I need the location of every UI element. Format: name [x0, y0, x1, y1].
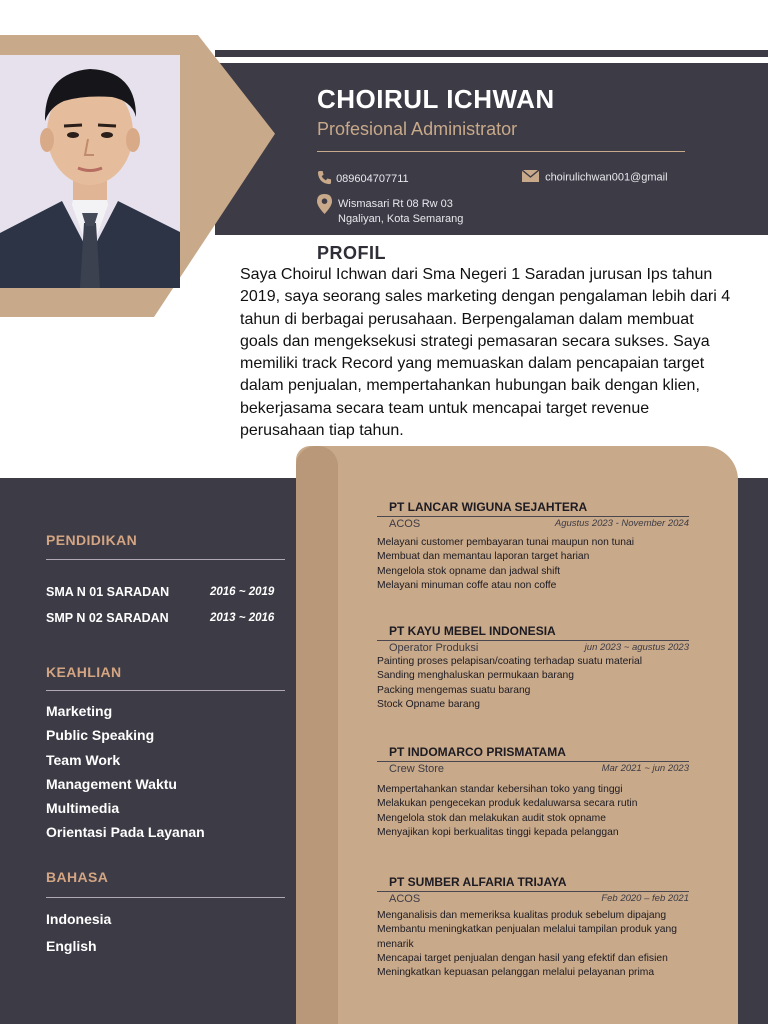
duty-item: Melayani minuman coffe atau non coffe: [377, 579, 557, 591]
email-address: choirulichwan001@gmail: [545, 171, 668, 184]
address-contact: [338, 197, 463, 227]
education-years: 2016 ~ 2019: [210, 586, 275, 598]
duty-item: Menganalisis dan memeriksa kualitas produk sebelum dipajang: [377, 910, 667, 921]
skills-divider: [46, 690, 285, 691]
email-contact: [522, 170, 668, 185]
skills-heading: KEAHLIAN: [46, 664, 122, 680]
education-years: 2013 ~ 2016: [210, 612, 275, 624]
experience-period: Agustus 2023 - November 2024: [554, 518, 689, 529]
languages-heading: BAHASA: [46, 869, 109, 885]
address-line-2: Ngaliyan, Kota Semarang: [338, 213, 464, 225]
profile-heading: PROFIL: [317, 243, 386, 263]
experience-position: ACOS: [389, 893, 421, 905]
education-school: SMA N 01 SARADAN: [46, 585, 170, 599]
duty-item: Mengelola stok dan melakukan audit stok opname: [377, 812, 606, 824]
skill-item: Team Work: [46, 752, 121, 768]
phone-number: 089604707711: [336, 173, 409, 185]
experience-period: Feb 2020 – feb 2021: [601, 893, 689, 904]
skill-item: Multimedia: [46, 800, 120, 816]
experience-company: PT LANCAR WIGUNA SEJAHTERA: [389, 500, 588, 514]
duty-item: Painting proses pelapisan/coating terhadap suatu material: [377, 656, 643, 667]
skill-item: Management Waktu: [46, 776, 177, 792]
experience-period: jun 2023 ~ agustus 2023: [584, 642, 689, 653]
experience-duties: [377, 909, 689, 980]
duty-item: Mempertahankan standar kebersihan toko yang tinggi: [377, 784, 623, 795]
language-item: English: [46, 938, 97, 954]
language-item: Indonesia: [46, 911, 112, 927]
candidate-name: CHOIRUL ICHWAN: [317, 84, 555, 114]
experience-entry: [377, 875, 689, 980]
experience-divider: [377, 640, 689, 641]
header-top-stripe: [215, 50, 768, 57]
skill-item: Marketing: [46, 703, 113, 719]
experience-period: Mar 2021 ~ jun 2023: [601, 763, 689, 774]
experience-divider: [377, 891, 689, 892]
duty-item: Stock Opname barang: [377, 698, 481, 710]
envelope-icon: [522, 170, 542, 185]
phone-contact: [317, 170, 409, 188]
duty-item: Membantu meningkatkan penjualan melalui tampilan produk yang menarik: [377, 924, 677, 950]
experience-entry: [377, 500, 689, 593]
location-icon: [317, 194, 332, 219]
address-line-1: Wismasari Rt 08 Rw 03: [338, 198, 453, 210]
profile-photo: [0, 55, 180, 288]
education-school: SMP N 02 SARADAN: [46, 611, 169, 625]
education-divider: [46, 559, 285, 560]
experience-entry: [377, 624, 689, 712]
experience-position: ACOS: [389, 518, 421, 530]
profile-text: Saya Choirul Ichwan dari Sma Negeri 1 Saradan jurusan Ips tahun 2019, saya seorang sales marketing dengan pengalaman lebih dari 4 tahun di berbagai perusahaan. Berpengalaman dalam membuat goals dan mengeksekusi strategi pemasaran secara sukses. Saya memiliki track Record yang memuaskan dalam pencapaian target dalam penjualan, mempertahankan hubungan baik dengan klien, bekerjasama secara team untuk mencapai target revenue perusahaan tiap tahun.: [240, 266, 731, 440]
duty-item: Melayani customer pembayaran tunai maupun non tunai: [377, 537, 635, 548]
experience-position: Operator Produksi: [389, 642, 479, 654]
experience-company: PT SUMBER ALFARIA TRIJAYA: [389, 875, 567, 889]
experience-duties: [377, 655, 689, 712]
duty-item: Mengelola stok opname dan jadwal shift: [377, 565, 561, 577]
duty-item: Membuat dan memantau laporan target harian: [377, 551, 590, 563]
education-heading: PENDIDIKAN: [46, 532, 138, 548]
duty-item: Sanding menghaluskan permukaan barang: [377, 670, 574, 682]
languages-divider: [46, 897, 285, 898]
experience-company: PT KAYU MEBEL INDONESIA: [389, 624, 556, 638]
experience-duties: [377, 783, 689, 840]
candidate-role: Profesional Administrator: [317, 119, 518, 139]
skill-item: Orientasi Pada Layanan: [46, 824, 205, 840]
name-divider: [317, 151, 685, 152]
duty-item: Packing mengemas suatu barang: [377, 684, 531, 696]
duty-item: Mencapai target penjualan dengan hasil yang efektif dan efisien: [377, 952, 668, 964]
experience-company: PT INDOMARCO PRISMATAMA: [389, 745, 566, 759]
duty-item: Meningkatkan kepuasan pelanggan melalui pelayanan prima: [377, 967, 655, 979]
duty-item: Melakukan pengecekan produk kedaluwarsa secara rutin: [377, 798, 638, 810]
experience-entry: [377, 745, 689, 840]
experience-divider: [377, 761, 689, 762]
experience-panel-fold: [296, 446, 338, 1024]
phone-icon: [317, 170, 333, 188]
experience-duties: [377, 536, 689, 593]
skill-item: Public Speaking: [46, 727, 155, 743]
experience-divider: [377, 516, 689, 517]
experience-position: Crew Store: [389, 763, 445, 775]
duty-item: Menyajikan kopi berkualitas tinggi kepada pelanggan: [377, 826, 619, 838]
